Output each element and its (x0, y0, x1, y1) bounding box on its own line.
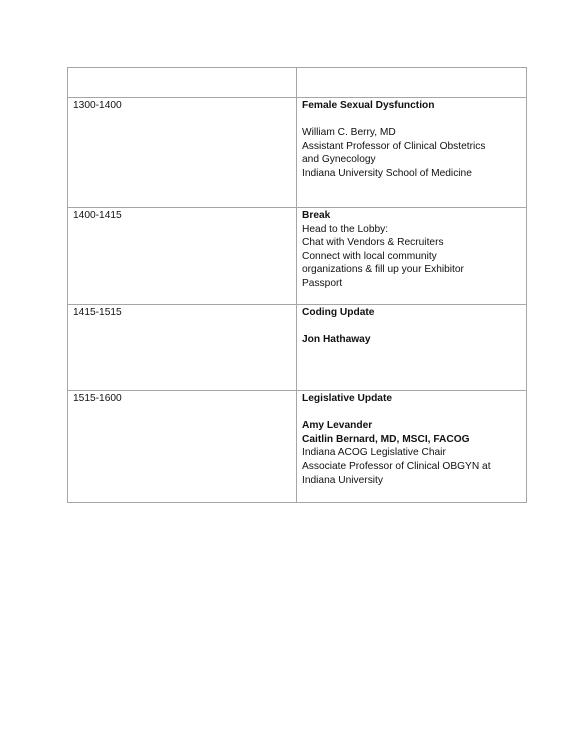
speaker-name: Amy Levander (302, 420, 373, 432)
session-header-cell (297, 68, 527, 98)
time-cell (68, 305, 297, 391)
time-slot: 1515-1600 (73, 393, 122, 404)
speaker-name: William C. Berry, MD (302, 127, 396, 139)
session-title: Female Sexual Dysfunction (302, 100, 435, 111)
speaker-detail: Associate Professor of Clinical OBGYN at (302, 460, 491, 472)
speaker-detail: Indiana ACOG Legislative Chair (302, 447, 446, 459)
table-row (68, 305, 527, 391)
table-row (68, 208, 527, 305)
session-cell (297, 98, 527, 208)
time-cell (68, 208, 297, 305)
break-detail: organizations & fill up your Exhibitor (302, 264, 464, 276)
break-detail: Chat with Vendors & Recruiters (302, 237, 444, 249)
table-header-row (68, 68, 527, 98)
break-detail: Connect with local community (302, 250, 437, 262)
break-detail: Passport (302, 277, 343, 289)
session-title: Break (302, 210, 331, 221)
speaker-name: Caitlin Bernard, MD, MSCI, FACOG (302, 433, 470, 445)
session-cell (297, 391, 527, 503)
break-detail: Head to the Lobby: (302, 223, 389, 235)
time-cell (68, 98, 297, 208)
time-header-cell (68, 68, 297, 98)
session-cell (297, 305, 527, 391)
speaker-detail: and Gynecology (302, 154, 376, 166)
session-title: Coding Update (302, 307, 375, 318)
speaker-detail: Indiana University School of Medicine (302, 167, 472, 179)
time-slot: 1400-1415 (73, 210, 122, 221)
schedule-table (67, 67, 527, 503)
speaker-name: Jon Hathaway (302, 334, 371, 346)
time-cell (68, 391, 297, 503)
speaker-detail: Assistant Professor of Clinical Obstetrics (302, 140, 486, 152)
table-row (68, 98, 527, 208)
table-row (68, 391, 527, 503)
time-slot: 1415-1515 (73, 307, 122, 318)
session-title: Legislative Update (302, 393, 393, 404)
time-slot: 1300-1400 (73, 100, 122, 111)
session-cell (297, 208, 527, 305)
speaker-detail: Indiana University (302, 474, 383, 486)
